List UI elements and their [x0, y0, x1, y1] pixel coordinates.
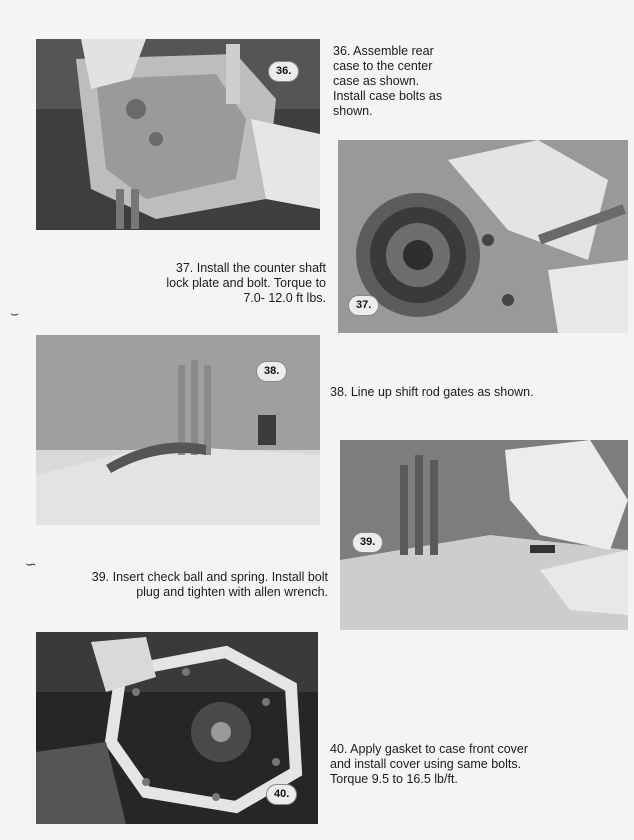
photo-step-36 [36, 39, 320, 230]
step-37-badge: 37. [348, 295, 379, 316]
step-38-badge: 38. [256, 361, 287, 382]
photo-step-37 [338, 140, 628, 333]
photo-step-39-image [340, 440, 628, 630]
photo-step-40 [36, 632, 318, 824]
step-38-text [330, 385, 534, 400]
step-37-line: 37. Install the counter shaft [175, 261, 326, 275]
step-39-line: 39. Insert check ball and spring. Install bolt [91, 570, 328, 584]
step-37-line: lock plate and bolt. Torque to [166, 276, 326, 290]
step-37-line: 7.0- 12.0 ft lbs. [243, 291, 326, 305]
step-36-line: 36. Assemble rear [333, 44, 434, 58]
step-40-text [330, 742, 528, 787]
step-36-line: shown. [333, 104, 373, 118]
step-37-text [120, 261, 326, 306]
step-36-line: case as shown. [333, 74, 420, 88]
step-40-badge: 40. [266, 784, 297, 805]
step-36-text [333, 44, 442, 119]
scan-mark: ∽ [25, 556, 37, 572]
scan-mark: ⌣ [10, 305, 20, 321]
step-36-badge: 36. [268, 61, 299, 82]
step-39-badge: 39. [352, 532, 383, 553]
step-36-line: case to the center [333, 59, 433, 73]
photo-step-39 [340, 440, 628, 630]
step-39-line: plug and tighten with allen wrench. [136, 585, 328, 599]
photo-step-37-image [338, 140, 628, 333]
photo-step-38 [36, 335, 320, 525]
step-40-line: and install cover using same bolts. [330, 757, 522, 771]
step-40-line: 40. Apply gasket to case front cover [330, 742, 529, 756]
step-39-text [70, 570, 328, 600]
step-36-line: Install case bolts as [333, 89, 443, 103]
step-38-line: 38. Line up shift rod gates as shown. [330, 385, 534, 399]
step-40-line: Torque 9.5 to 16.5 lb/ft. [330, 772, 458, 786]
